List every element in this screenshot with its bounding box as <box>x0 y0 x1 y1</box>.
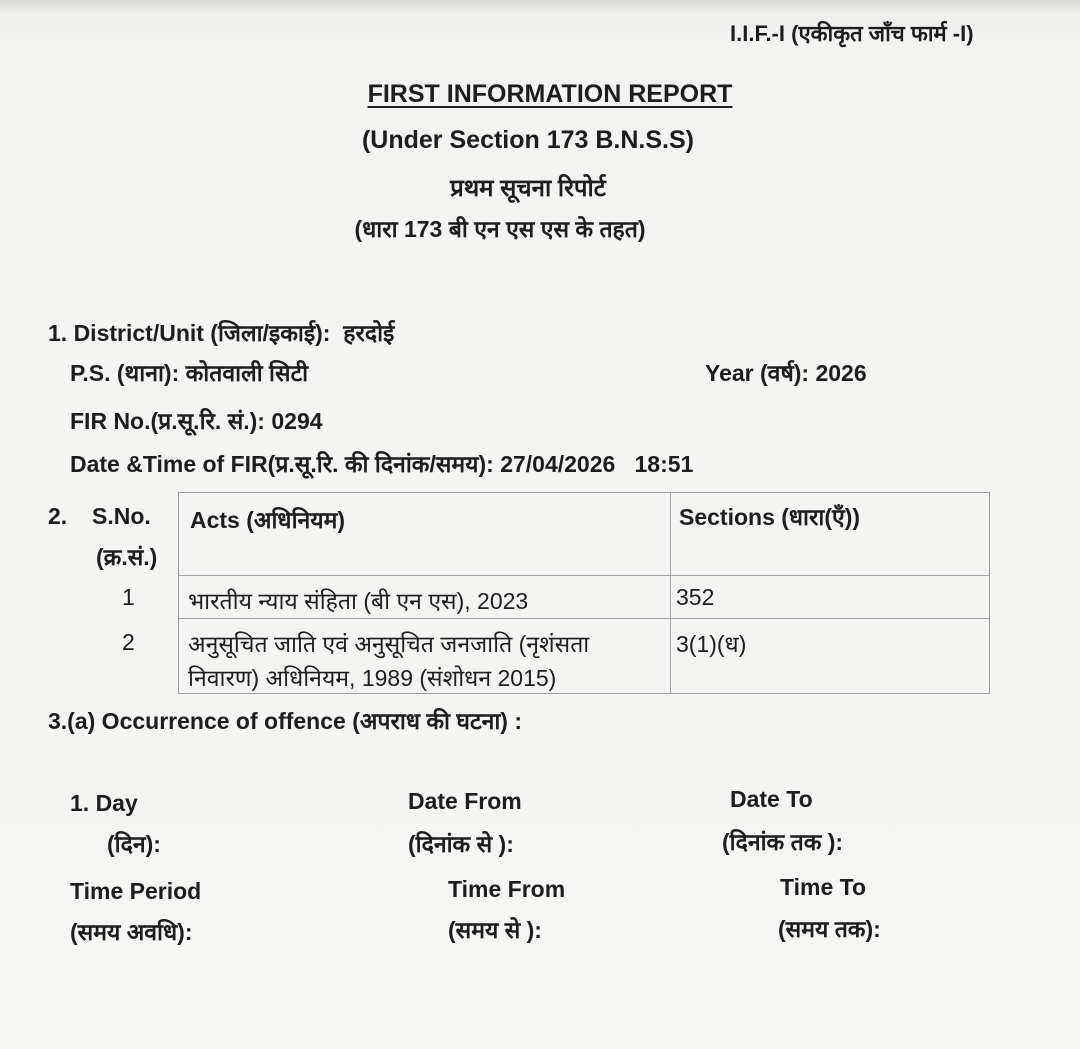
table-row-1-section: 352 <box>676 584 715 610</box>
time-to-label-hindi: (समय तक): <box>778 916 881 942</box>
time-period-label: Time Period <box>70 878 202 904</box>
fir-number-label: FIR No.(प्र.सू.रि. सं.): <box>70 408 265 434</box>
fir-date-value: 27/04/2026 <box>500 451 616 477</box>
district-label: 1. District/Unit (जिला/इकाई): <box>48 320 331 346</box>
day-label: 1. Day <box>70 790 138 816</box>
day-label-hindi: (दिन): <box>107 831 161 857</box>
column-header-sno: S.No. <box>92 503 151 529</box>
table-row-divider <box>179 618 989 619</box>
time-to-label: Time To <box>780 874 867 900</box>
district-field <box>48 316 394 348</box>
time-from-label: Time From <box>448 876 566 902</box>
year-field <box>705 356 867 388</box>
report-title <box>0 80 1080 109</box>
ps-label: P.S. (थाना): <box>70 360 180 386</box>
time-period-label-hindi: (समय अवधि): <box>70 919 193 945</box>
year-label: Year (वर्ष): <box>705 360 810 386</box>
form-id: I.I.F.-I (एकीकृत जाँच फार्म -I) <box>730 21 974 46</box>
fir-datetime-field <box>70 447 693 479</box>
table-row-1-act: भारतीय न्याय संहिता (बी एन एस), 2023 <box>188 588 529 614</box>
column-header-sections: Sections (धारा(एँ)) <box>679 504 861 530</box>
occurrence-heading: 3.(a) Occurrence of offence (अपराध की घटना) : <box>48 708 523 734</box>
time-from-label-hindi: (समय से ): <box>448 917 542 943</box>
table-column-divider <box>670 493 671 693</box>
table-row-1-sno: 1 <box>122 584 135 610</box>
fir-datetime-label: Date &Time of FIR(प्र.सू.रि. की दिनांक/समय): <box>70 451 494 477</box>
table-row-2-sno: 2 <box>122 629 135 655</box>
report-subtitle-hindi: (धारा 173 बी एन एस एस के तहत) <box>354 216 646 242</box>
year-value: 2026 <box>815 360 867 386</box>
table-row-2-section: 3(1)(ध) <box>676 631 747 657</box>
report-title-text: FIRST INFORMATION REPORT <box>367 80 733 108</box>
column-header-acts: Acts (अधिनियम) <box>190 507 346 533</box>
report-subtitle: (Under Section 173 B.N.S.S) <box>361 126 695 154</box>
district-value: हरदोई <box>343 320 395 346</box>
date-to-label: Date To <box>730 786 813 812</box>
date-to-label-hindi: (दिनांक तक ): <box>722 829 844 855</box>
table-row-2-act-line2: निवारण) अधिनियम, 1989 (संशोधन 2015) <box>188 665 557 691</box>
date-from-label-hindi: (दिनांक से ): <box>408 831 514 857</box>
date-from-label: Date From <box>408 788 522 814</box>
column-header-sno-hindi: (क्र.सं.) <box>96 544 158 570</box>
fir-number-field <box>70 404 323 436</box>
table-row-divider <box>179 575 989 576</box>
fir-time-value: 18:51 <box>634 451 694 477</box>
fir-number-value: 0294 <box>271 408 323 434</box>
table-row-2-act-line1: अनुसूचित जाति एवं अनुसूचित जनजाति (नृशंसता <box>188 631 590 657</box>
report-title-hindi: प्रथम सूचना रिपोर्ट <box>450 175 606 202</box>
ps-value: कोतवाली सिटी <box>185 360 309 386</box>
police-station-field <box>70 356 308 388</box>
section-2-number: 2. <box>48 503 68 529</box>
